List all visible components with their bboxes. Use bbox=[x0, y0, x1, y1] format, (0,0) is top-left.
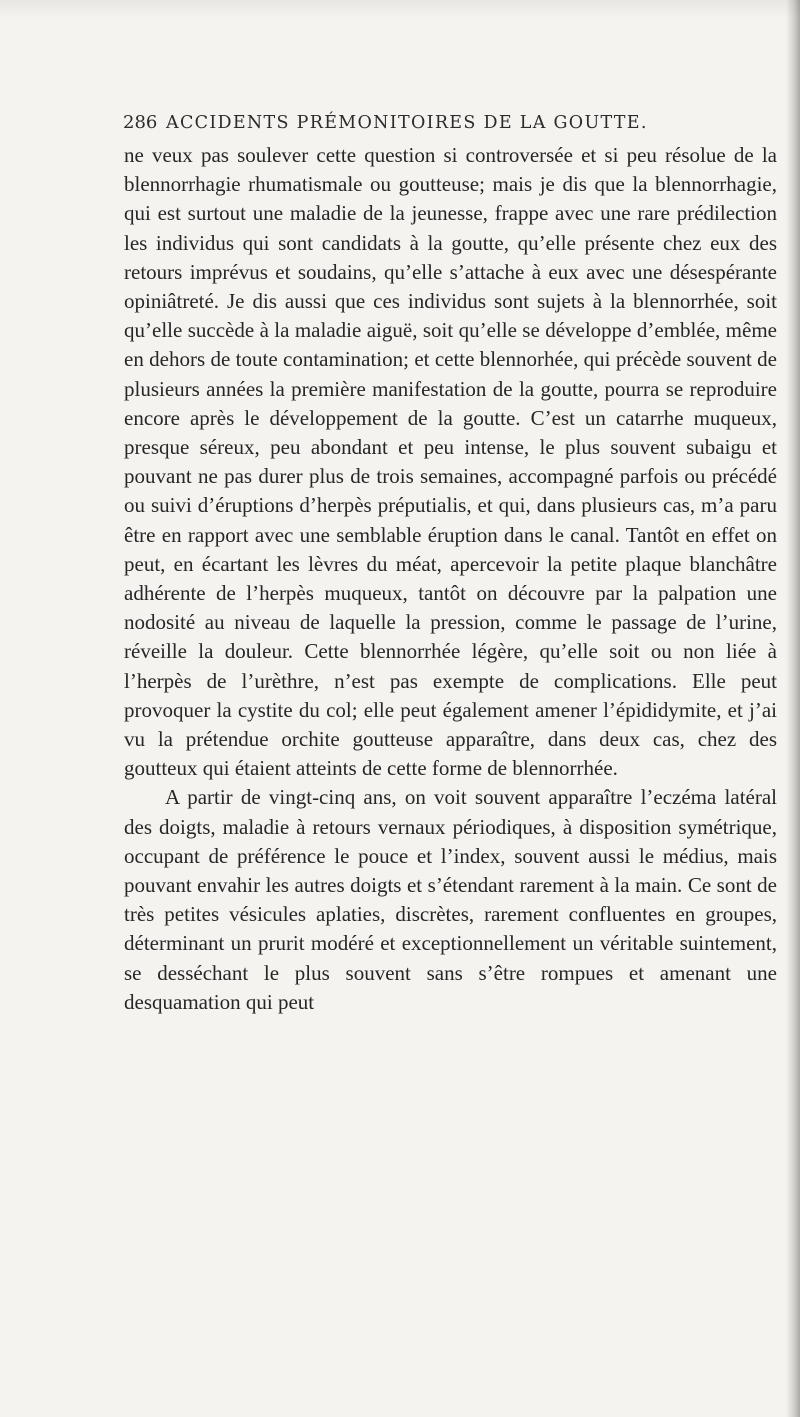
paragraph-continued: ne veux pas soulever cette question si controversée et si peu résolue de la blennorrhagie rhumatismale ou goutteuse; mais je dis que la blennorrhagie, qui est surtout une maladie de la jeunesse, frappe avec une rare prédilection les individus qui sont candidats à la goutte, qu’elle présente chez eux des retours imprévus et soudains, qu’elle s’attache à eux avec une désespérante opiniâtreté. Je dis aussi que ces individus sont sujets à la blennorrhée, soit qu’elle succède à la maladie aiguë, soit qu’elle se développe d’emblée, même en dehors de toute contamination; et cette blennorhée, qui précède souvent de plusieurs années la première manifestation de la goutte, pourra se reproduire encore après le développement de la goutte. C’est un catarrhe muqueux, presque séreux, peu abondant et peu intense, le plus souvent subaigu et pouvant ne pas durer plus de trois semaines, accompagné parfois ou précédé ou suivi d’éruptions d’herpès préputialis, et qui, dans plusieurs cas, m’a paru être en rapport avec une semblable éruption dans le canal. Tantôt en effet on peut, en écartant les lèvres du méat, apercevoir la petite plaque blanchâtre adhérente de l’herpès muqueux, tantôt on découvre par la palpation une nodosité au niveau de laquelle la pression, comme le passage de l’urine, réveille la douleur. Cette blennorrhée légère, qu’elle soit ou non liée à l’herpès de l’urèthre, n’est pas exempte de complications. Elle peut provoquer la cystite du col; elle peut également amener l’épididymite, et j’ai vu la prétendue orchite goutteuse apparaître, dans deux cas, chez des goutteux qui étaient atteints de cette forme de blennorrhée. bbox=[124, 143, 777, 781]
page-number: 286 bbox=[123, 112, 158, 133]
running-head bbox=[123, 112, 683, 140]
running-head-title: ACCIDENTS PRÉMONITOIRES DE LA GOUTTE. bbox=[166, 113, 648, 133]
paragraph-eczema: A partir de vingt-cinq ans, on voit souvent apparaître l’eczéma latéral des doigts, maladie à retours vernaux périodiques, à disposition symétrique, occupant de préférence le pouce et l’index, souvent aussi le médius, mais pouvant envahir les autres doigts et s’étendant rarement à la main. Ce sont de très petites vésicules aplaties, discrètes, rarement confluentes en groupes, déterminant un prurit modéré et exceptionnellement un véritable suintement, se desséchant le plus souvent sans s’être rompues et amenant une desquamation qui peut bbox=[124, 785, 777, 1014]
page-top-shadow bbox=[0, 0, 800, 18]
body-text bbox=[124, 141, 777, 1017]
page-gutter-shadow bbox=[786, 0, 800, 1417]
